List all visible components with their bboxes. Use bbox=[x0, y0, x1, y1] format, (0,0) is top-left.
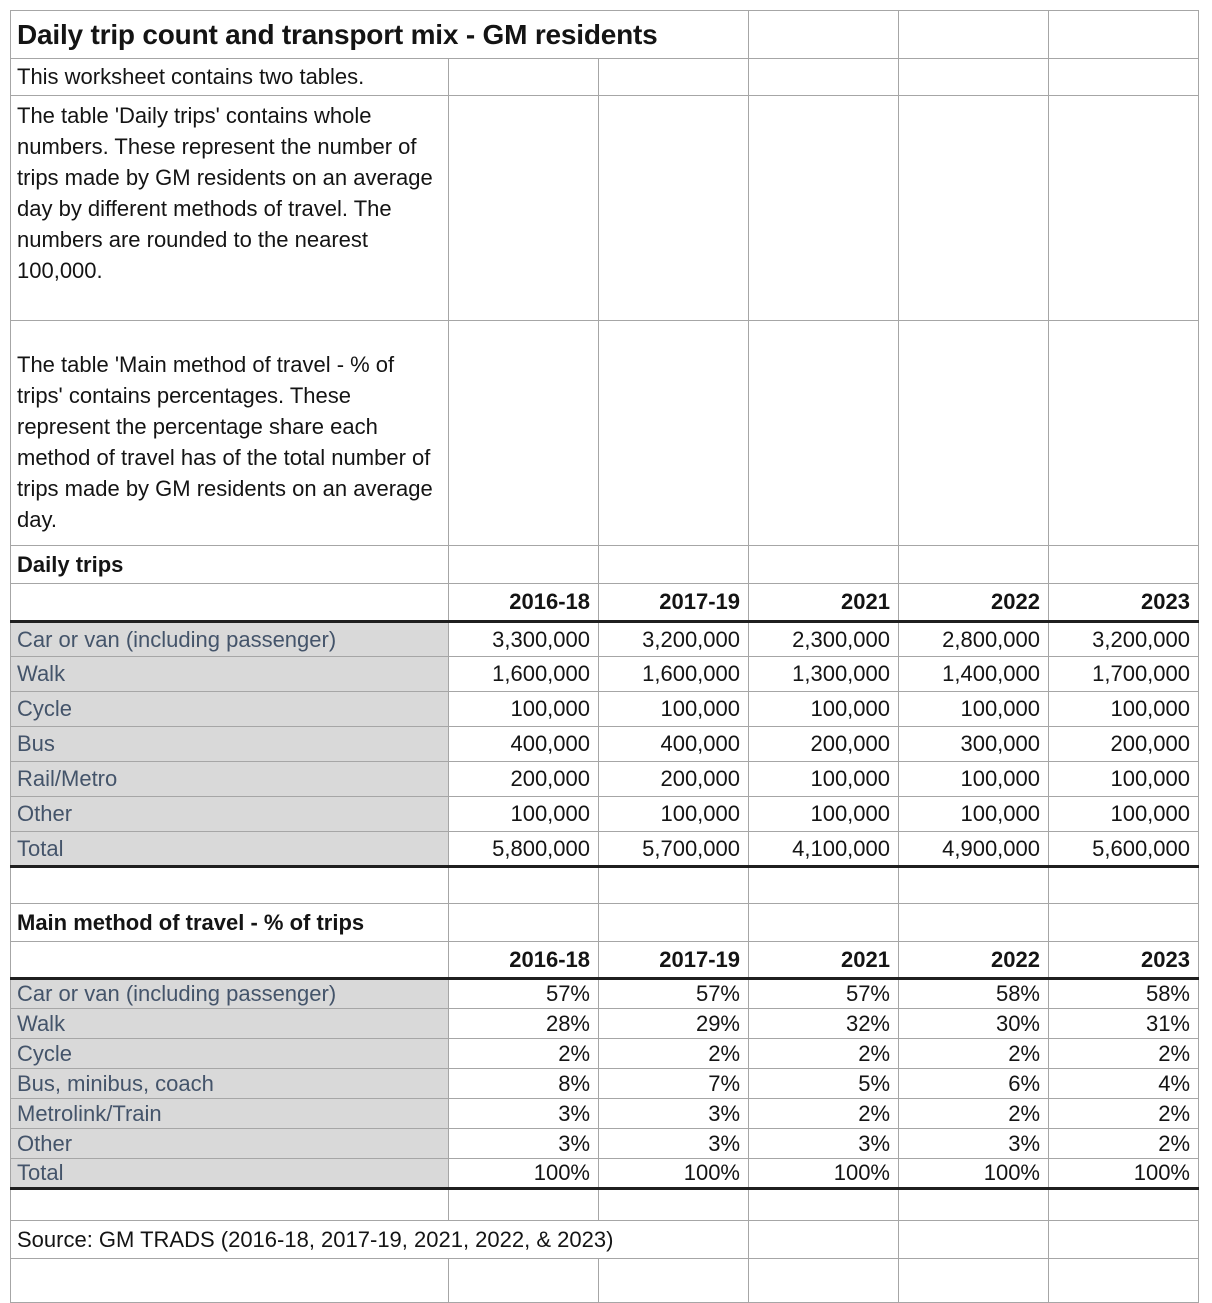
daily-trips-description: The table 'Daily trips' contains whole numbers. These represent the number of trips made by GM residents on an average day by different methods of travel. The numbers are rounded to the nearest 100,000. bbox=[11, 96, 449, 321]
value-cell: 4,900,000 bbox=[899, 832, 1049, 867]
empty-cell bbox=[899, 321, 1049, 546]
column-header-2022: 2022 bbox=[899, 942, 1049, 979]
worksheet-grid bbox=[10, 10, 1199, 1303]
value-cell: 100,000 bbox=[599, 797, 749, 832]
value-cell: 100,000 bbox=[899, 797, 1049, 832]
spacer-row bbox=[11, 1259, 1199, 1303]
value-cell: 32% bbox=[749, 1009, 899, 1039]
value-cell: 2% bbox=[1049, 1129, 1199, 1159]
value-cell: 2,300,000 bbox=[749, 622, 899, 657]
row-label-cycle: Cycle bbox=[11, 692, 449, 727]
table-row bbox=[11, 727, 1199, 762]
column-header-2017-19: 2017-19 bbox=[599, 584, 749, 622]
value-cell: 2% bbox=[749, 1039, 899, 1069]
value-cell: 3% bbox=[449, 1099, 599, 1129]
value-cell: 1,400,000 bbox=[899, 657, 1049, 692]
value-cell: 200,000 bbox=[749, 727, 899, 762]
value-cell: 100,000 bbox=[749, 692, 899, 727]
spacer-row bbox=[11, 867, 1199, 904]
value-cell: 100% bbox=[749, 1159, 899, 1189]
empty-cell bbox=[899, 96, 1049, 321]
empty-cell bbox=[1049, 11, 1199, 59]
row-label-metrolink-train: Metrolink/Train bbox=[11, 1099, 449, 1129]
empty-cell bbox=[449, 904, 599, 942]
value-cell: 100% bbox=[449, 1159, 599, 1189]
empty-cell bbox=[1049, 321, 1199, 546]
value-cell: 100,000 bbox=[749, 797, 899, 832]
empty-cell bbox=[599, 1259, 749, 1303]
row-label-cycle: Cycle bbox=[11, 1039, 449, 1069]
value-cell: 2% bbox=[1049, 1039, 1199, 1069]
row-label-rail-metro: Rail/Metro bbox=[11, 762, 449, 797]
table-row bbox=[11, 797, 1199, 832]
empty-cell bbox=[899, 1189, 1049, 1221]
value-cell: 100,000 bbox=[449, 797, 599, 832]
travel-share-description: The table 'Main method of travel - % of trips' contains percentages. These represent the percentage share each method of travel has of the total number of trips made by GM residents on an average day. bbox=[11, 321, 449, 546]
worksheet-title: Daily trip count and transport mix - GM residents bbox=[11, 11, 749, 59]
value-cell: 3% bbox=[599, 1129, 749, 1159]
empty-cell bbox=[1049, 1189, 1199, 1221]
column-header-2016-18: 2016-18 bbox=[449, 584, 599, 622]
empty-cell bbox=[899, 59, 1049, 96]
empty-cell bbox=[899, 904, 1049, 942]
table-row-total bbox=[11, 1159, 1199, 1189]
value-cell: 58% bbox=[899, 979, 1049, 1009]
intro-note: This worksheet contains two tables. bbox=[11, 59, 449, 96]
value-cell: 2% bbox=[599, 1039, 749, 1069]
value-cell: 3,300,000 bbox=[449, 622, 599, 657]
value-cell: 28% bbox=[449, 1009, 599, 1039]
column-header-2021: 2021 bbox=[749, 584, 899, 622]
row-label-bus: Bus bbox=[11, 727, 449, 762]
empty-cell bbox=[599, 59, 749, 96]
value-cell: 2,800,000 bbox=[899, 622, 1049, 657]
value-cell: 2% bbox=[899, 1099, 1049, 1129]
table-row bbox=[11, 692, 1199, 727]
column-header-2022: 2022 bbox=[899, 584, 1049, 622]
source-note: Source: GM TRADS (2016-18, 2017-19, 2021, 2022, & 2023) bbox=[11, 1221, 749, 1259]
value-cell: 3,200,000 bbox=[1049, 622, 1199, 657]
empty-cell bbox=[449, 96, 599, 321]
row-label-total: Total bbox=[11, 832, 449, 867]
empty-cell bbox=[449, 867, 599, 904]
table-row bbox=[11, 1039, 1199, 1069]
table-row bbox=[11, 1009, 1199, 1039]
empty-cell bbox=[1049, 59, 1199, 96]
value-cell: 7% bbox=[599, 1069, 749, 1099]
row-label-walk: Walk bbox=[11, 1009, 449, 1039]
value-cell: 100,000 bbox=[1049, 797, 1199, 832]
empty-cell bbox=[449, 321, 599, 546]
empty-cell bbox=[11, 1259, 449, 1303]
empty-cell bbox=[899, 11, 1049, 59]
value-cell: 58% bbox=[1049, 979, 1199, 1009]
empty-cell bbox=[1049, 96, 1199, 321]
table-row bbox=[11, 622, 1199, 657]
value-cell: 100% bbox=[899, 1159, 1049, 1189]
value-cell: 2% bbox=[449, 1039, 599, 1069]
value-cell: 1,700,000 bbox=[1049, 657, 1199, 692]
empty-cell bbox=[449, 1259, 599, 1303]
table-row bbox=[11, 1099, 1199, 1129]
row-label-car-or-van: Car or van (including passenger) bbox=[11, 979, 449, 1009]
empty-cell bbox=[899, 1221, 1049, 1259]
empty-cell bbox=[1049, 546, 1199, 584]
value-cell: 3% bbox=[899, 1129, 1049, 1159]
value-cell: 200,000 bbox=[599, 762, 749, 797]
value-cell: 100,000 bbox=[449, 692, 599, 727]
value-cell: 3% bbox=[599, 1099, 749, 1129]
empty-cell bbox=[749, 1189, 899, 1221]
value-cell: 300,000 bbox=[899, 727, 1049, 762]
value-cell: 8% bbox=[449, 1069, 599, 1099]
value-cell: 1,600,000 bbox=[599, 657, 749, 692]
empty-cell bbox=[749, 1259, 899, 1303]
empty-cell bbox=[1049, 867, 1199, 904]
value-cell: 400,000 bbox=[449, 727, 599, 762]
value-cell: 100,000 bbox=[899, 692, 1049, 727]
row-label-walk: Walk bbox=[11, 657, 449, 692]
empty-cell bbox=[899, 867, 1049, 904]
column-header-2023: 2023 bbox=[1049, 942, 1199, 979]
value-cell: 100,000 bbox=[599, 692, 749, 727]
table-row bbox=[11, 1069, 1199, 1099]
value-cell: 2% bbox=[1049, 1099, 1199, 1129]
value-cell: 57% bbox=[749, 979, 899, 1009]
row-label-other: Other bbox=[11, 797, 449, 832]
empty-cell bbox=[899, 546, 1049, 584]
empty-cell bbox=[11, 867, 449, 904]
empty-cell bbox=[599, 321, 749, 546]
column-header-2021: 2021 bbox=[749, 942, 899, 979]
value-cell: 29% bbox=[599, 1009, 749, 1039]
empty-cell bbox=[599, 904, 749, 942]
column-header-2023: 2023 bbox=[1049, 584, 1199, 622]
empty-cell bbox=[899, 1259, 1049, 1303]
value-cell: 400,000 bbox=[599, 727, 749, 762]
empty-cell bbox=[449, 546, 599, 584]
empty-cell bbox=[749, 59, 899, 96]
empty-cell bbox=[1049, 1259, 1199, 1303]
empty-cell bbox=[599, 546, 749, 584]
value-cell: 1,300,000 bbox=[749, 657, 899, 692]
empty-cell bbox=[749, 11, 899, 59]
value-cell: 100,000 bbox=[1049, 762, 1199, 797]
row-label-total: Total bbox=[11, 1159, 449, 1189]
travel-share-section-title: Main method of travel - % of trips bbox=[11, 904, 449, 942]
worksheet bbox=[10, 10, 1199, 1303]
empty-cell bbox=[11, 1189, 449, 1221]
value-cell: 100% bbox=[599, 1159, 749, 1189]
value-cell: 1,600,000 bbox=[449, 657, 599, 692]
value-cell: 4,100,000 bbox=[749, 832, 899, 867]
empty-cell bbox=[599, 867, 749, 904]
empty-cell bbox=[1049, 1221, 1199, 1259]
row-label-bus-minibus-coach: Bus, minibus, coach bbox=[11, 1069, 449, 1099]
empty-cell bbox=[1049, 904, 1199, 942]
empty-cell bbox=[749, 546, 899, 584]
empty-cell bbox=[449, 1189, 599, 1221]
value-cell: 5,700,000 bbox=[599, 832, 749, 867]
value-cell: 2% bbox=[899, 1039, 1049, 1069]
value-cell: 3,200,000 bbox=[599, 622, 749, 657]
value-cell: 100,000 bbox=[749, 762, 899, 797]
value-cell: 100% bbox=[1049, 1159, 1199, 1189]
empty-cell bbox=[11, 942, 449, 979]
empty-cell bbox=[749, 321, 899, 546]
table-row bbox=[11, 1129, 1199, 1159]
row-label-car-or-van: Car or van (including passenger) bbox=[11, 622, 449, 657]
empty-cell bbox=[11, 584, 449, 622]
value-cell: 57% bbox=[599, 979, 749, 1009]
daily-trips-section-title: Daily trips bbox=[11, 546, 449, 584]
table-row bbox=[11, 657, 1199, 692]
value-cell: 200,000 bbox=[1049, 727, 1199, 762]
value-cell: 100,000 bbox=[1049, 692, 1199, 727]
value-cell: 57% bbox=[449, 979, 599, 1009]
table-row bbox=[11, 762, 1199, 797]
table-row bbox=[11, 979, 1199, 1009]
empty-cell bbox=[749, 96, 899, 321]
value-cell: 30% bbox=[899, 1009, 1049, 1039]
row-label-other: Other bbox=[11, 1129, 449, 1159]
value-cell: 3% bbox=[749, 1129, 899, 1159]
value-cell: 31% bbox=[1049, 1009, 1199, 1039]
empty-cell bbox=[599, 96, 749, 321]
empty-cell bbox=[749, 1221, 899, 1259]
value-cell: 5,600,000 bbox=[1049, 832, 1199, 867]
empty-cell bbox=[599, 1189, 749, 1221]
column-header-2016-18: 2016-18 bbox=[449, 942, 599, 979]
value-cell: 2% bbox=[749, 1099, 899, 1129]
empty-cell bbox=[449, 59, 599, 96]
empty-cell bbox=[749, 867, 899, 904]
column-header-2017-19: 2017-19 bbox=[599, 942, 749, 979]
value-cell: 4% bbox=[1049, 1069, 1199, 1099]
spacer-row bbox=[11, 1189, 1199, 1221]
value-cell: 5% bbox=[749, 1069, 899, 1099]
value-cell: 6% bbox=[899, 1069, 1049, 1099]
value-cell: 100,000 bbox=[899, 762, 1049, 797]
value-cell: 200,000 bbox=[449, 762, 599, 797]
value-cell: 3% bbox=[449, 1129, 599, 1159]
table-row-total bbox=[11, 832, 1199, 867]
value-cell: 5,800,000 bbox=[449, 832, 599, 867]
empty-cell bbox=[749, 904, 899, 942]
